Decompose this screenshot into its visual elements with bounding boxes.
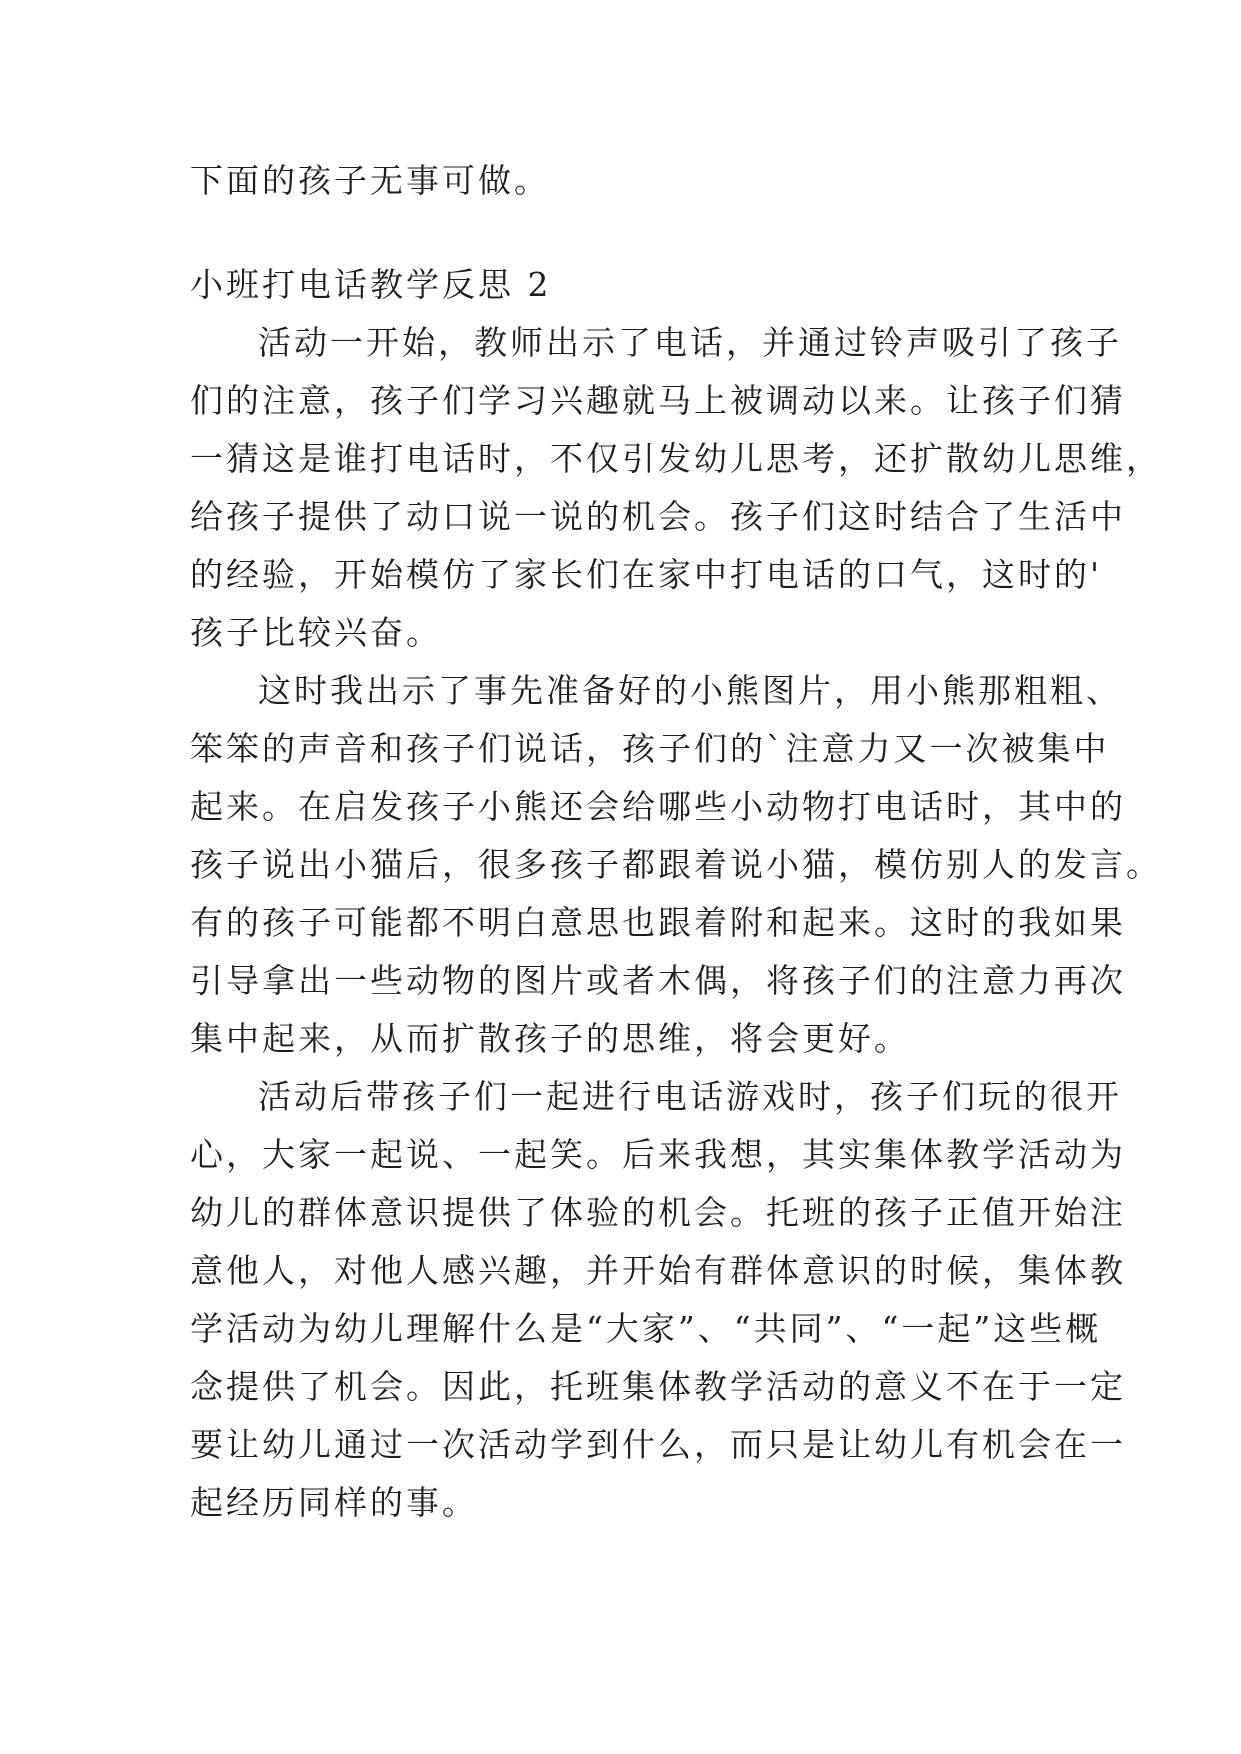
text-line: 集中起来，从而扩散孩子的思维，将会更好。 <box>190 1019 910 1058</box>
paragraph-1 <box>190 314 1162 662</box>
text-line: 起来。在启发孩子小熊还会给哪些小动物打电话时，其中的 <box>190 787 1126 826</box>
text-line: 活动后带孩子们一起进行电话游戏时，孩子们玩的很开 <box>258 1077 1122 1116</box>
text-line: 要让幼儿通过一次活动学到什么，而只是让幼儿有机会在一 <box>190 1425 1126 1464</box>
text-line: 活动一开始，教师出示了电话，并通过铃声吸引了孩子 <box>258 323 1122 362</box>
text-line: 们的注意，孩子们学习兴趣就马上被调动以来。让孩子们猜 <box>190 381 1126 420</box>
section-title: 小班打电话教学反思 2 <box>190 265 552 304</box>
carryover-paragraph <box>190 152 1070 210</box>
text-line: 意他人，对他人感兴趣，并开始有群体意识的时候，集体教 <box>190 1251 1126 1290</box>
text-line: 笨笨的声音和孩子们说话，孩子们的`注意力又一次被集中 <box>190 729 1110 768</box>
text-line: 这时我出示了事先准备好的小熊图片，用小熊那粗粗、 <box>258 671 1122 710</box>
paragraph-3 <box>190 1068 1126 1532</box>
text-line: 孩子比较兴奋。 <box>190 613 442 652</box>
document-body <box>190 152 1162 1532</box>
text-line: 的经验，开始模仿了家长们在家中打电话的口气，这时的' <box>190 555 1103 594</box>
text-line: 起经历同样的事。 <box>190 1483 478 1522</box>
text-line: 念提供了机会。因此，托班集体教学活动的意义不在于一定 <box>190 1367 1126 1406</box>
text-line: 有的孩子可能都不明白意思也跟着附和起来。这时的我如果 <box>190 903 1126 942</box>
text-line: 引导拿出一些动物的图片或者木偶，将孩子们的注意力再次 <box>190 961 1126 1000</box>
text-line: 一猜这是谁打电话时，不仅引发幼儿思考，还扩散幼儿思维， <box>190 439 1162 478</box>
text-line: 心，大家一起说、一起笑。后来我想，其实集体教学活动为 <box>190 1135 1126 1174</box>
paragraph-2 <box>190 662 1162 1068</box>
text-line: 下面的孩子无事可做。 <box>190 161 550 200</box>
text-line: 幼儿的群体意识提供了体验的机会。托班的孩子正值开始注 <box>190 1193 1126 1232</box>
text-line: 孩子说出小猫后，很多孩子都跟着说小猫，模仿别人的发言。 <box>190 845 1162 884</box>
paragraph-gap <box>190 210 1070 256</box>
text-line: 给孩子提供了动口说一说的机会。孩子们这时结合了生活中 <box>190 497 1126 536</box>
text-line: 学活动为幼儿理解什么是“大家”、“共同”、“一起”这些概 <box>190 1309 1102 1348</box>
